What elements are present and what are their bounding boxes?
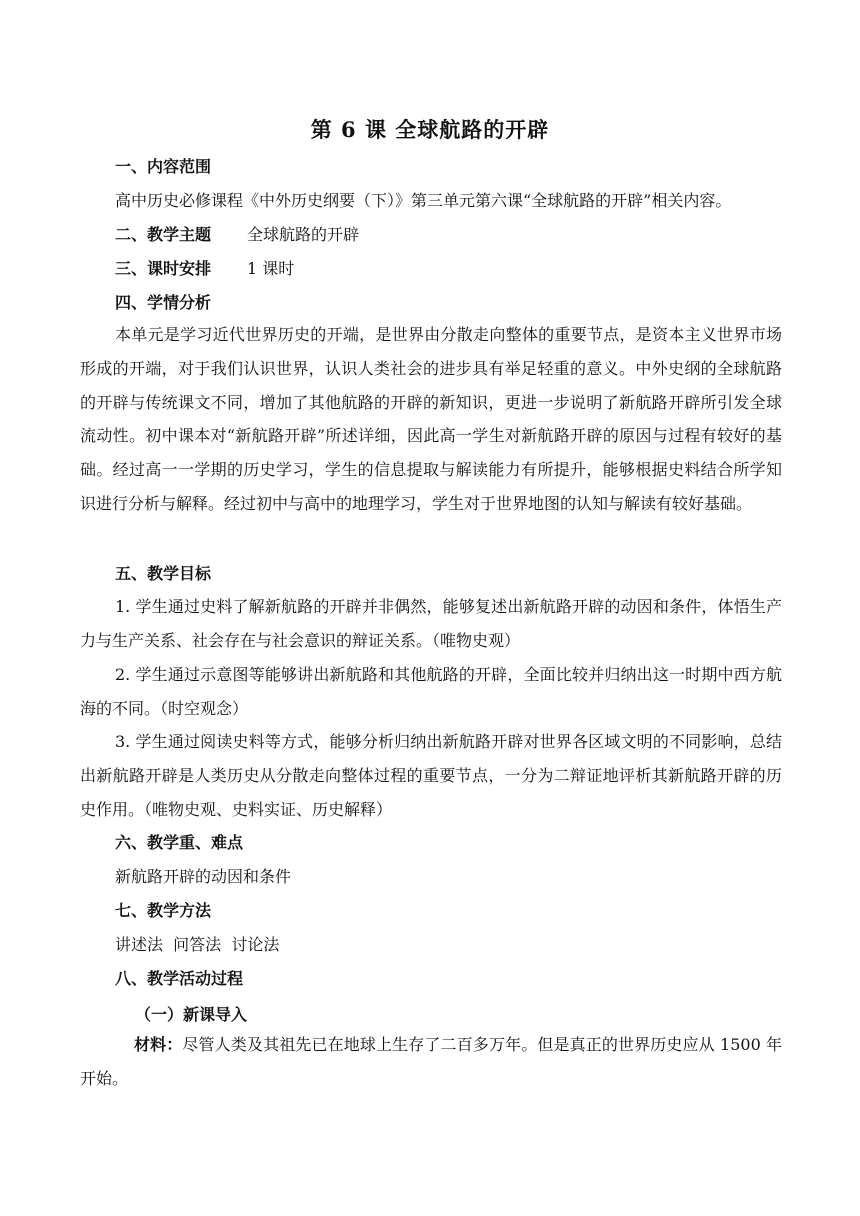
page-title: 第 6 课 全球航路的开辟 bbox=[310, 117, 550, 142]
section-teaching-theme-value: 全球航路的开辟 bbox=[247, 225, 360, 244]
section-learner-analysis-heading: 四、学情分析 bbox=[115, 293, 212, 312]
material-text: 尽管人类及其祖先已在地球上生存了二百多万年。但是真正的世界历史应从 1500 年开始。 bbox=[80, 1035, 782, 1088]
section-schedule bbox=[115, 258, 294, 280]
objective-item-3: 3. 学生通过阅读史料等方式，能够分析归纳出新航路开辟对世界各区域文明的不同影响，总结出新航路开辟是人类历史从分散走向整体过程的重要节点，一分为二辩证地评析其新航路开辟的历史作用。（唯物史观、史料实证、历史解释） bbox=[80, 732, 782, 819]
section-content-scope-text: 高中历史必修课程《中外历史纲要（下）》第三单元第六课“全球航路的开辟”相关内容。 bbox=[115, 191, 732, 210]
objective-item-2: 2. 学生通过示意图等能够讲出新航路和其他航路的开辟，全面比较并归纳出这一时期中西方航海的不同。（时空观念） bbox=[80, 665, 782, 718]
section-methods-text: 讲述法 问答法 讨论法 bbox=[115, 935, 280, 954]
section-activities-heading: 八、教学活动过程 bbox=[115, 969, 244, 988]
section-schedule-value: 1 课时 bbox=[247, 259, 295, 278]
material-label: 材料： bbox=[134, 1035, 183, 1054]
section-key-points-text: 新航路开辟的动因和条件 bbox=[115, 867, 292, 886]
subsection-new-lesson-intro: （一）新课导入 bbox=[135, 1005, 248, 1024]
section-schedule-heading: 三、课时安排 bbox=[115, 259, 212, 278]
section-methods-heading: 七、教学方法 bbox=[115, 901, 212, 920]
section-objectives-heading: 五、教学目标 bbox=[115, 564, 212, 583]
section-key-points-heading: 六、教学重、难点 bbox=[115, 833, 244, 852]
section-learner-analysis-text: 本单元是学习近代世界历史的开端，是世界由分散走向整体的重要节点，是资本主义世界市场形成的开端，对于我们认识世界，认识人类社会的进步具有举足轻重的意义。中外史纲的全球航路的开辟与传统课文不同，增加了其他航路的开辟的新知识，更进一步说明了新航路开辟所引发全球流动性。初中课本对“新航路开辟”所述详细，因此高一学生对新航路开辟的原因与过程有较好的基础。经过高一一学期的历史学习，学生的信息提取与解读能力有所提升，能够根据史料结合所学知识进行分析与解释。经过初中与高中的地理学习，学生对于世界地图的认知与解读有较好基础。 bbox=[80, 325, 782, 513]
section-teaching-theme bbox=[115, 224, 359, 246]
material-paragraph bbox=[80, 1028, 782, 1096]
section-content-scope-heading: 一、内容范围 bbox=[115, 157, 212, 176]
section-teaching-theme-heading: 二、教学主题 bbox=[115, 225, 212, 244]
objective-item-1: 1. 学生通过史料了解新航路的开辟并非偶然，能够复述出新航路开辟的动因和条件，体悟生产力与生产关系、社会存在与社会意识的辩证关系。（唯物史观） bbox=[80, 597, 782, 650]
